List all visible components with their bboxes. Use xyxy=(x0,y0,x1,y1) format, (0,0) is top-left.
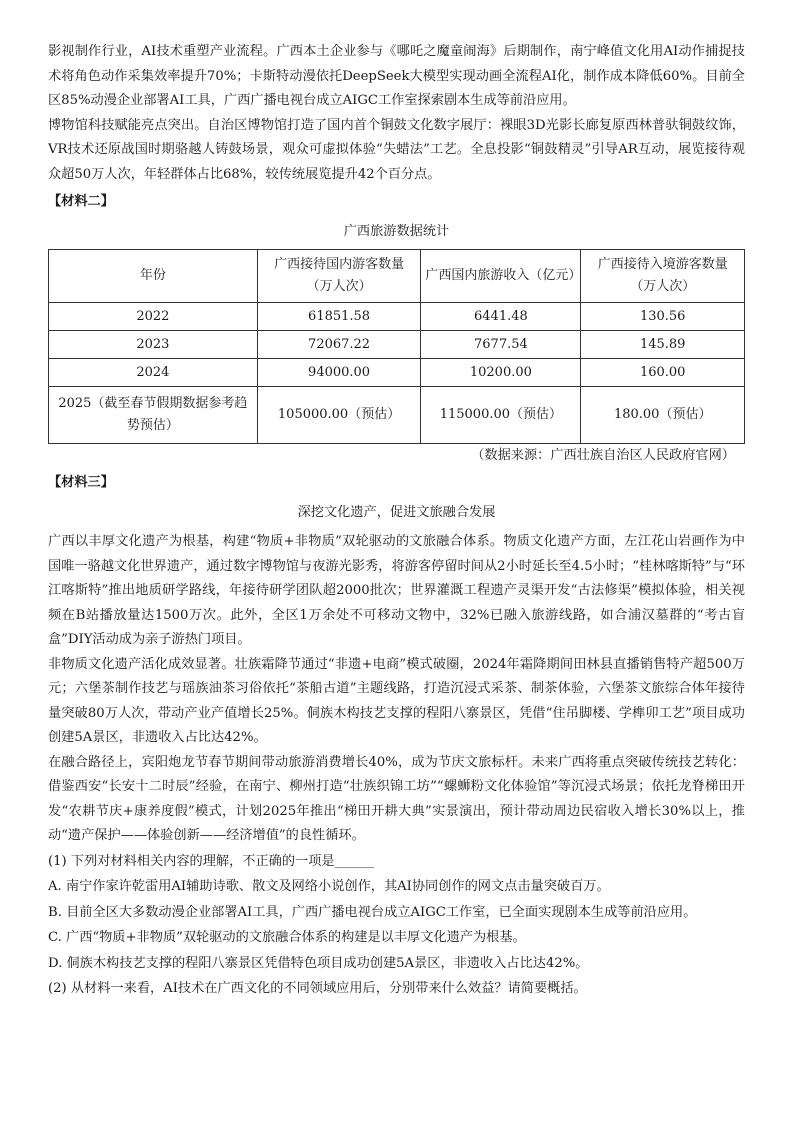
table-row xyxy=(49,387,745,444)
table-cell: 105000.00（预估） xyxy=(257,387,421,444)
material2-heading: 【材料二】 xyxy=(48,194,114,209)
table-cell: 10200.00 xyxy=(421,359,581,387)
question-1-option-a: A. 南宁作家许乾雷用AI辅助诗歌、散文及网络小说创作，其AI协同创作的网文点击量突破百万。 xyxy=(48,879,610,894)
question-2: (2) 从材料一来看，AI技术在广西文化的不同领域应用后，分别带来什么效益？请简要概括。 xyxy=(48,981,587,996)
table-row xyxy=(49,359,745,387)
question-1: (1) 下列对材料相关内容的理解，不正确的一项是______ xyxy=(48,853,375,869)
table-row xyxy=(49,331,745,359)
table-cell: 94000.00 xyxy=(257,359,421,387)
table-cell: 145.89 xyxy=(581,331,745,359)
material3-heading: 【材料三】 xyxy=(48,475,114,490)
material3-title: 深挖文化遗产，促进文旅融合发展 xyxy=(297,505,496,520)
table-title: 广西旅游数据统计 xyxy=(343,224,450,239)
table-cell: 115000.00（预估） xyxy=(421,387,581,444)
table-cell: 6441.48 xyxy=(421,303,581,331)
table-cell: 160.00 xyxy=(581,359,745,387)
tourism-data-table xyxy=(48,249,745,444)
header-year: 年份 xyxy=(49,250,258,303)
table-cell: 61851.58 xyxy=(257,303,421,331)
table-cell: 2024 xyxy=(49,359,258,387)
table-cell: 2023 xyxy=(49,331,258,359)
material3-paragraph-integration: 在融合路径上，宾阳炮龙节春节期间带动旅游消费增长40%，成为节庆文旅标杆。未来广西将重点突破传统技艺转化：借鉴西安“长安十二时辰”经验，在南宁、柳州打造“壮族织锦工坊”“螺蛳粉文化体验馆”等沉浸式场景；依托龙脊梯田开发“农耕节庆+康养度假”模式，计划2025年推出“梯田开耕大典”实景演出，预计带动周边民宿收入增长30%以上，推动“遗产保护——体验创新——经济增值”的良性循环。 xyxy=(48,754,745,843)
table-cell: 130.56 xyxy=(581,303,745,331)
table-row xyxy=(49,303,745,331)
table-header-row xyxy=(49,250,745,303)
question-1-option-b: B. 目前全区大多数动漫企业部署AI工具，广西广播电视台成立AIGC工作室，已全面实现剧本生成等前沿应用。 xyxy=(48,904,697,920)
material1-paragraph-museum: 博物馆科技赋能亮点突出。自治区博物馆打造了国内首个铜鼓文化数字展厅：裸眼3D光影长廊复原西林普驮铜鼓纹饰，VR技术还原战国时期骆越人铸鼓场景，观众可虚拟体验“失蜡法”工艺。全息投影“铜鼓精灵”引导AR互动，展览接待观众超50万人次，年轻群体占比68%，较传统展览提升42个百分点。 xyxy=(48,117,745,182)
material3-paragraph-tangible: 广西以丰厚文化遗产为根基，构建“物质+非物质”双轮驱动的文旅融合体系。物质文化遗产方面，左江花山岩画作为中国唯一骆越文化世界遗产，通过数字博物馆与夜游光影秀，将游客停留时间从2小时延长至4.5小时；“桂林喀斯特”与“环江喀斯特”推出地质研学路线，年接待研学团队超2000批次；世界灌溉工程遗产灵渠开发“古法修渠”模拟体验，相关视频在B站播放量达1500万次。此外，全区1万余处不可移动文物中，32%已融入旅游线路，如合浦汉墓群的“考古盲盒”DIY活动成为亲子游热门项目。 xyxy=(48,534,745,647)
header-inbound-visitors: 广西接待入境游客数量（万人次） xyxy=(581,250,745,303)
table-cell: 7677.54 xyxy=(421,331,581,359)
header-domestic-revenue: 广西国内旅游收入（亿元） xyxy=(421,250,581,303)
table-cell: 180.00（预估） xyxy=(581,387,745,444)
table-cell: 2022 xyxy=(49,303,258,331)
data-source-note: （数据来源：广西壮族自治区人民政府官网） xyxy=(471,448,735,463)
table-cell: 72067.22 xyxy=(257,331,421,359)
question-1-option-d: D. 侗族木构技艺支撑的程阳八寨景区凭借特色项目成功创建5A景区，非遗收入占比达42%。 xyxy=(48,955,589,971)
question-1-option-c: C. 广西“物质+非物质”双轮驱动的文旅融合体系的构建是以丰厚文化遗产为根基。 xyxy=(48,930,526,945)
material3-paragraph-intangible: 非物质文化遗产活化成效显著。壮族霜降节通过“非遗+电商”模式破圈，2024年霜降期间田林县直播销售特产超500万元；六堡茶制作技艺与瑶族油茶习俗依托“茶船古道”主题线路，打造沉浸式采茶、制茶体验，六堡茶文旅综合体年接待量突破80万人次，带动产业产值增长25%。侗族木构技艺支撑的程阳八寨景区，凭借“住吊脚楼、学榫卯工艺”项目成功创建5A景区，非遗收入占比达42%。 xyxy=(48,656,745,745)
table-cell: 2025（截至春节假期数据参考趋势预估） xyxy=(49,387,258,444)
material1-paragraph-film: 影视制作行业，AI技术重塑产业流程。广西本土企业参与《哪吒之魔童闹海》后期制作，南宁峰值文化用AI动作捕捉技术将角色动作采集效率提升70%；卡斯特动漫依托DeepSeek大模型实现动画全流程AI化，制作成本降低60%。目前全区85%动漫企业部署AI工具，广西广播电视台成立AIGC工作室探索剧本生成等前沿应用。 xyxy=(48,44,745,108)
header-domestic-visitors: 广西接待国内游客数量（万人次） xyxy=(257,250,421,303)
